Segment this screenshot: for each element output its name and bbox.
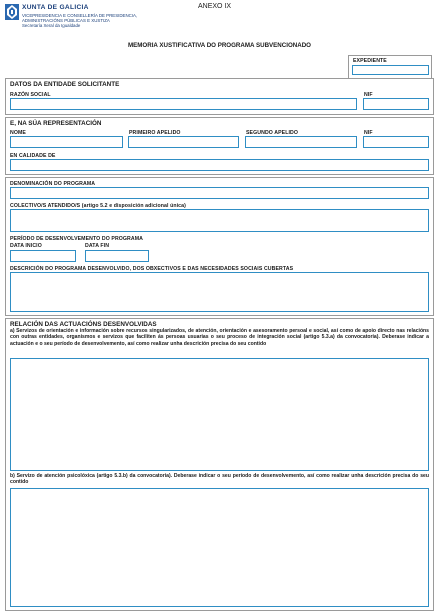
descricion-field[interactable]	[10, 272, 429, 312]
colectivos-label: COLECTIVO/S ATENDIDO/S (artigo 5.2 e disposición adicional única)	[10, 203, 186, 209]
org-name: XUNTA DE GALICIA	[22, 4, 89, 11]
primeiro-apelido-field[interactable]	[128, 136, 239, 148]
actuacion-b-text: b) Servizo de atención psicolóxica (artigo 5.3.b) da convocatoria). Deberase indicar o seu período de desenvolvemento, así como realizar unha descrición precisa do seu contido	[10, 473, 429, 486]
document-title: MEMORIA XUSTIFICATIVA DO PROGRAMA SUBVENCIONADO	[128, 42, 311, 49]
descricion-label: DESCRICIÓN DO PROGRAMA DESENVOLVIDO, DOS OBXECTIVOS E DAS NECESIDADES SOCIAIS CUBERTAS	[10, 266, 294, 272]
segundo-apelido-label: SEGUNDO APELIDO	[246, 130, 299, 136]
data-fin-label: DATA FIN	[85, 243, 110, 249]
data-fin-field[interactable]	[85, 250, 149, 262]
razon-social-label: RAZÓN SOCIAL	[10, 92, 51, 98]
data-inicio-field[interactable]	[10, 250, 76, 262]
actuacion-b-field[interactable]	[10, 488, 429, 607]
data-inicio-label: DATA INICIO	[10, 243, 42, 249]
entidade-nif-label: NIF	[364, 92, 373, 98]
nome-label: NOME	[10, 130, 26, 136]
actuacions-title: RELACIÓN DAS ACTUACIÓNS DESENVOLVIDAS	[10, 321, 157, 328]
representante-nif-label: NIF	[364, 130, 373, 136]
dept-line-3: Secretaría Xeral da Igualdade	[22, 23, 81, 28]
entidade-nif-field[interactable]	[363, 98, 429, 110]
annex-label: ANEXO IX	[198, 3, 232, 10]
actuacion-a-field[interactable]	[10, 358, 429, 471]
calidade-label: EN CALIDADE DE	[10, 153, 56, 159]
primeiro-apelido-label: PRIMEIRO APELIDO	[129, 130, 181, 136]
denominacion-label: DENOMINACIÓN DO PROGRAMA	[10, 181, 96, 187]
expediente-label: EXPEDIENTE	[353, 58, 387, 64]
colectivos-field[interactable]	[10, 209, 429, 232]
representacion-title: E, NA SÚA REPRESENTACIÓN	[10, 120, 102, 127]
xunta-logo-icon	[5, 4, 19, 20]
dept-line-1: VICEPRESIDENCIA E CONSELLERÍA DE PRESIDENCIA,	[22, 13, 138, 18]
segundo-apelido-field[interactable]	[245, 136, 357, 148]
denominacion-field[interactable]	[10, 187, 429, 199]
expediente-field[interactable]	[352, 65, 429, 75]
entidade-title: DATOS DA ENTIDADE SOLICITANTE	[10, 81, 120, 88]
calidade-field[interactable]	[10, 159, 429, 171]
representante-nif-field[interactable]	[363, 136, 429, 148]
razon-social-field[interactable]	[10, 98, 357, 110]
periodo-label: PERÍODO DE DESENVOLVEMENTO DO PROGRAMA	[10, 236, 144, 242]
nome-field[interactable]	[10, 136, 123, 148]
actuacion-a-text: a) Servizos de orientación e información sobre recursos singularizados, de atención, orientación e asesoramento persoal e social, así como de apoio directo nas relacións con outras entidades, organismos e servizos que faciliten ás persoas usuarias o seu proceso de integración social (artigo 5.3.a) da convocatoria). Deberase indicar a actuación e o seu período de desenvolvemento, así como realizar unha descrición precisa do seu contido	[10, 328, 429, 347]
dept-line-2: ADMINISTRACIÓNS PÚBLICAS E XUSTIZA	[22, 18, 110, 23]
